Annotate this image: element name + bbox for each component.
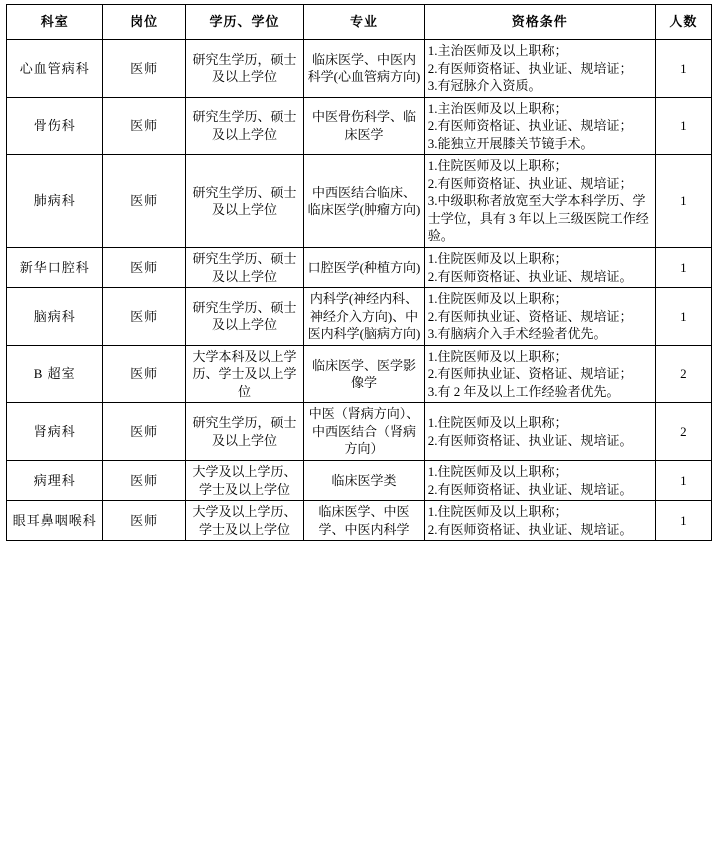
cell-qualification: 1.住院医师及以上职称； 2.有医师资格证、执业证、规培证。 <box>424 403 655 461</box>
cell-department: B 超室 <box>7 345 103 403</box>
table-row <box>7 403 712 461</box>
table-row <box>7 97 712 155</box>
cell-post: 医师 <box>103 403 185 461</box>
table-body <box>7 40 712 541</box>
column-header-qualification: 资格条件 <box>424 5 655 40</box>
cell-education: 研究生学历，硕士及以上学位 <box>185 403 304 461</box>
cell-major: 临床医学、中医学、中医内科学 <box>304 501 425 541</box>
cell-major: 中医骨伤科学、临床医学 <box>304 97 425 155</box>
cell-count: 2 <box>655 403 711 461</box>
cell-count: 1 <box>655 97 711 155</box>
cell-education: 大学本科及以上学历、学士及以上学位 <box>185 345 304 403</box>
cell-post: 医师 <box>103 40 185 98</box>
cell-department: 肺病科 <box>7 155 103 248</box>
table-row <box>7 345 712 403</box>
cell-education: 大学及以上学历、学士及以上学位 <box>185 461 304 501</box>
column-header-post: 岗位 <box>103 5 185 40</box>
table-header-row <box>7 5 712 40</box>
cell-post: 医师 <box>103 248 185 288</box>
cell-post: 医师 <box>103 501 185 541</box>
cell-major: 内科学(神经内科、神经介入方向)、中医内科学(脑病方向) <box>304 288 425 346</box>
cell-education: 研究生学历，硕士及以上学位 <box>185 40 304 98</box>
cell-department: 骨伤科 <box>7 97 103 155</box>
cell-post: 医师 <box>103 97 185 155</box>
cell-department: 病理科 <box>7 461 103 501</box>
cell-count: 1 <box>655 501 711 541</box>
cell-education: 大学及以上学历、学士及以上学位 <box>185 501 304 541</box>
cell-count: 1 <box>655 288 711 346</box>
column-header-count: 人数 <box>655 5 711 40</box>
cell-qualification: 1.主治医师及以上职称； 2.有医师资格证、执业证、规培证； 3.有冠脉介入资质。 <box>424 40 655 98</box>
cell-qualification: 1.主治医师及以上职称； 2.有医师资格证、执业证、规培证； 3.能独立开展膝关节镜手术。 <box>424 97 655 155</box>
table-header <box>7 5 712 40</box>
cell-department: 心血管病科 <box>7 40 103 98</box>
cell-education: 研究生学历、硕士及以上学位 <box>185 155 304 248</box>
cell-post: 医师 <box>103 155 185 248</box>
column-header-major: 专业 <box>304 5 425 40</box>
cell-department: 新华口腔科 <box>7 248 103 288</box>
table-row <box>7 461 712 501</box>
cell-major: 临床医学、医学影像学 <box>304 345 425 403</box>
cell-qualification: 1.住院医师及以上职称； 2.有医师资格证、执业证、规培证。 <box>424 461 655 501</box>
cell-count: 1 <box>655 461 711 501</box>
cell-major: 口腔医学(种植方向) <box>304 248 425 288</box>
cell-department: 脑病科 <box>7 288 103 346</box>
cell-post: 医师 <box>103 461 185 501</box>
cell-qualification: 1.住院医师及以上职称； 2.有医师资格证、执业证、规培证。 <box>424 248 655 288</box>
table-row <box>7 155 712 248</box>
cell-qualification: 1.住院医师及以上职称； 2.有医师执业证、资格证、规培证； 3.有 2 年及以上工作经验者优先。 <box>424 345 655 403</box>
cell-major: 中医（肾病方向）、中西医结合（肾病方向） <box>304 403 425 461</box>
cell-count: 1 <box>655 40 711 98</box>
column-header-education: 学历、学位 <box>185 5 304 40</box>
cell-qualification: 1.住院医师及以上职称； 2.有医师执业证、资格证、规培证； 3.有脑病介入手术经验者优先。 <box>424 288 655 346</box>
cell-post: 医师 <box>103 345 185 403</box>
table-row <box>7 288 712 346</box>
cell-major: 中西医结合临床、临床医学(肿瘤方向) <box>304 155 425 248</box>
cell-education: 研究生学历、硕士及以上学位 <box>185 288 304 346</box>
cell-major: 临床医学、中医内科学(心血管病方向) <box>304 40 425 98</box>
cell-count: 1 <box>655 155 711 248</box>
table-row <box>7 248 712 288</box>
cell-major: 临床医学类 <box>304 461 425 501</box>
cell-education: 研究生学历、硕士及以上学位 <box>185 97 304 155</box>
cell-department: 肾病科 <box>7 403 103 461</box>
cell-qualification: 1.住院医师及以上职称； 2.有医师资格证、执业证、规培证； 3.中级职称者放宽至大学本科学历、学士学位，具有 3 年以上三级医院工作经验。 <box>424 155 655 248</box>
cell-department: 眼耳鼻咽喉科 <box>7 501 103 541</box>
table-row <box>7 40 712 98</box>
table-row <box>7 501 712 541</box>
cell-qualification: 1.住院医师及以上职称； 2.有医师资格证、执业证、规培证。 <box>424 501 655 541</box>
cell-count: 1 <box>655 248 711 288</box>
recruitment-table <box>6 4 712 541</box>
column-header-department: 科室 <box>7 5 103 40</box>
cell-education: 研究生学历、硕士及以上学位 <box>185 248 304 288</box>
cell-count: 2 <box>655 345 711 403</box>
cell-post: 医师 <box>103 288 185 346</box>
